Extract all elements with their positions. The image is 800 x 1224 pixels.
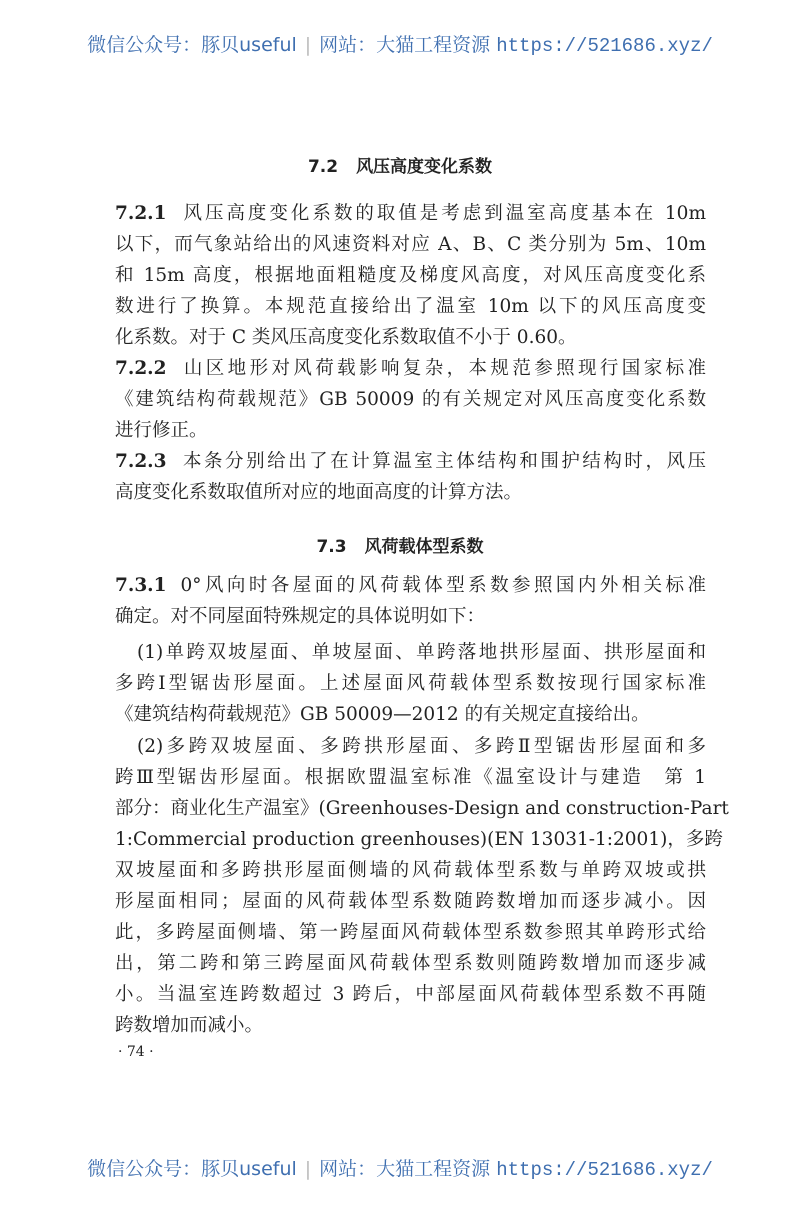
text-line (115, 264, 706, 288)
text-line (115, 202, 706, 226)
text-line (137, 641, 706, 665)
text-line (115, 481, 706, 505)
text-line (115, 450, 706, 474)
line-text: 进行修正。 (115, 420, 208, 441)
watermark-wechat: 微信公众号：豚贝useful (87, 1158, 297, 1180)
section-heading (0, 152, 800, 177)
line-text: 多跨Ⅰ型锯齿形屋面。上述屋面风荷载体型系数按现行国家标准 (115, 673, 706, 694)
text-line (115, 388, 706, 412)
watermark-site: 网站：大猫工程资源 (319, 34, 491, 56)
watermark-url: https://521686.xyz/ (496, 35, 713, 57)
text-line (115, 419, 706, 443)
line-text: 本条分别给出了在计算温室主体结构和围护结构时，风压 (180, 451, 706, 472)
text-line (115, 233, 706, 257)
line-text: 数进行了换算。本规范直接给出了温室 10m 以下的风压高度变 (115, 296, 706, 317)
line-text: 小。当温室连跨数超过 3 跨后，中部屋面风荷载体型系数不再随 (115, 984, 706, 1005)
text-line (115, 1014, 706, 1038)
watermark-separator: | (304, 1158, 312, 1180)
line-text: 以下，而气象站给出的风速资料对应 A、B、C 类分别为 5m、10m (115, 234, 706, 255)
line-text: 出，第二跨和第三跨屋面风荷载体型系数则随跨数增加而逐步减 (115, 953, 706, 974)
text-line (137, 735, 706, 759)
text-line (115, 703, 706, 727)
clause-number: 7.2.1 (115, 203, 167, 224)
text-line (115, 295, 706, 319)
clause-number: 7.3.1 (115, 575, 167, 596)
text-line (115, 574, 706, 598)
text-line (115, 983, 706, 1007)
line-text: (1)单跨双坡屋面、单坡屋面、单跨落地拱形屋面、拱形屋面和 (137, 642, 706, 663)
text-line (115, 357, 706, 381)
line-text: 《建筑结构荷载规范》GB 50009 的有关规定对风压高度变化系数 (115, 389, 706, 410)
watermark-site: 网站：大猫工程资源 (319, 1158, 491, 1180)
watermark-separator: | (304, 34, 312, 56)
line-text: 化系数。对于 C 类风压高度变化系数取值不小于 0.60。 (115, 327, 577, 348)
line-text: 《建筑结构荷载规范》GB 50009—2012 的有关规定直接给出。 (115, 704, 650, 725)
text-line (115, 672, 706, 696)
section-number: 7.3 (316, 537, 347, 557)
text-line (115, 766, 706, 790)
line-text: (2)多跨双坡屋面、多跨拱形屋面、多跨Ⅱ型锯齿形屋面和多 (137, 736, 706, 757)
page-number: · 74 · (118, 1044, 154, 1060)
text-line (115, 797, 729, 821)
line-text: 确定。对不同屋面特殊规定的具体说明如下： (115, 606, 486, 627)
section-heading (0, 532, 800, 557)
text-line (115, 605, 706, 629)
line-text: 山区地形对风荷载影响复杂，本规范参照现行国家标准 (180, 358, 706, 379)
line-text: 此，多跨屋面侧墙、第一跨屋面风荷载体型系数参照其单跨形式给 (115, 922, 706, 943)
line-text: 风压高度变化系数的取值是考虑到温室高度基本在 10m (180, 203, 706, 224)
line-text: 高度变化系数取值所对应的地面高度的计算方法。 (115, 482, 523, 503)
line-text: 和 15m 高度，根据地面粗糙度及梯度风高度，对风压高度变化系 (115, 265, 706, 286)
clause-number: 7.2.3 (115, 451, 167, 472)
line-text: 双坡屋面和多跨拱形屋面侧墙的风荷载体型系数与单跨双坡或拱 (115, 860, 706, 881)
watermark-header (0, 30, 800, 57)
line-text: 跨数增加而减小。 (115, 1015, 264, 1036)
text-line (115, 952, 706, 976)
watermark-footer (0, 1154, 800, 1181)
watermark-url: https://521686.xyz/ (496, 1159, 713, 1181)
line-text: 形屋面相同；屋面的风荷载体型系数随跨数增加而逐步减小。因 (115, 891, 706, 912)
text-line (115, 921, 706, 945)
text-line (115, 828, 723, 852)
watermark-wechat: 微信公众号：豚贝useful (87, 34, 297, 56)
clause-number: 7.2.2 (115, 358, 167, 379)
section-title: 风压高度变化系数 (356, 157, 493, 177)
line-text: 0°风向时各屋面的风荷载体型系数参照国内外相关标准 (180, 575, 706, 596)
line-text: 部分：商业化生产温室》(Greenhouses-Design and construction-Part (115, 798, 729, 819)
text-line (115, 859, 706, 883)
text-line (115, 326, 706, 350)
section-title: 风荷载体型系数 (364, 537, 484, 557)
section-number: 7.2 (307, 157, 339, 177)
text-line (115, 890, 706, 914)
line-text: 1:Commercial production greenhouses)(EN 13031-1:2001)，多跨 (115, 829, 723, 850)
line-text: 跨Ⅲ型锯齿形屋面。根据欧盟温室标准《温室设计与建造 第 1 (115, 767, 706, 788)
